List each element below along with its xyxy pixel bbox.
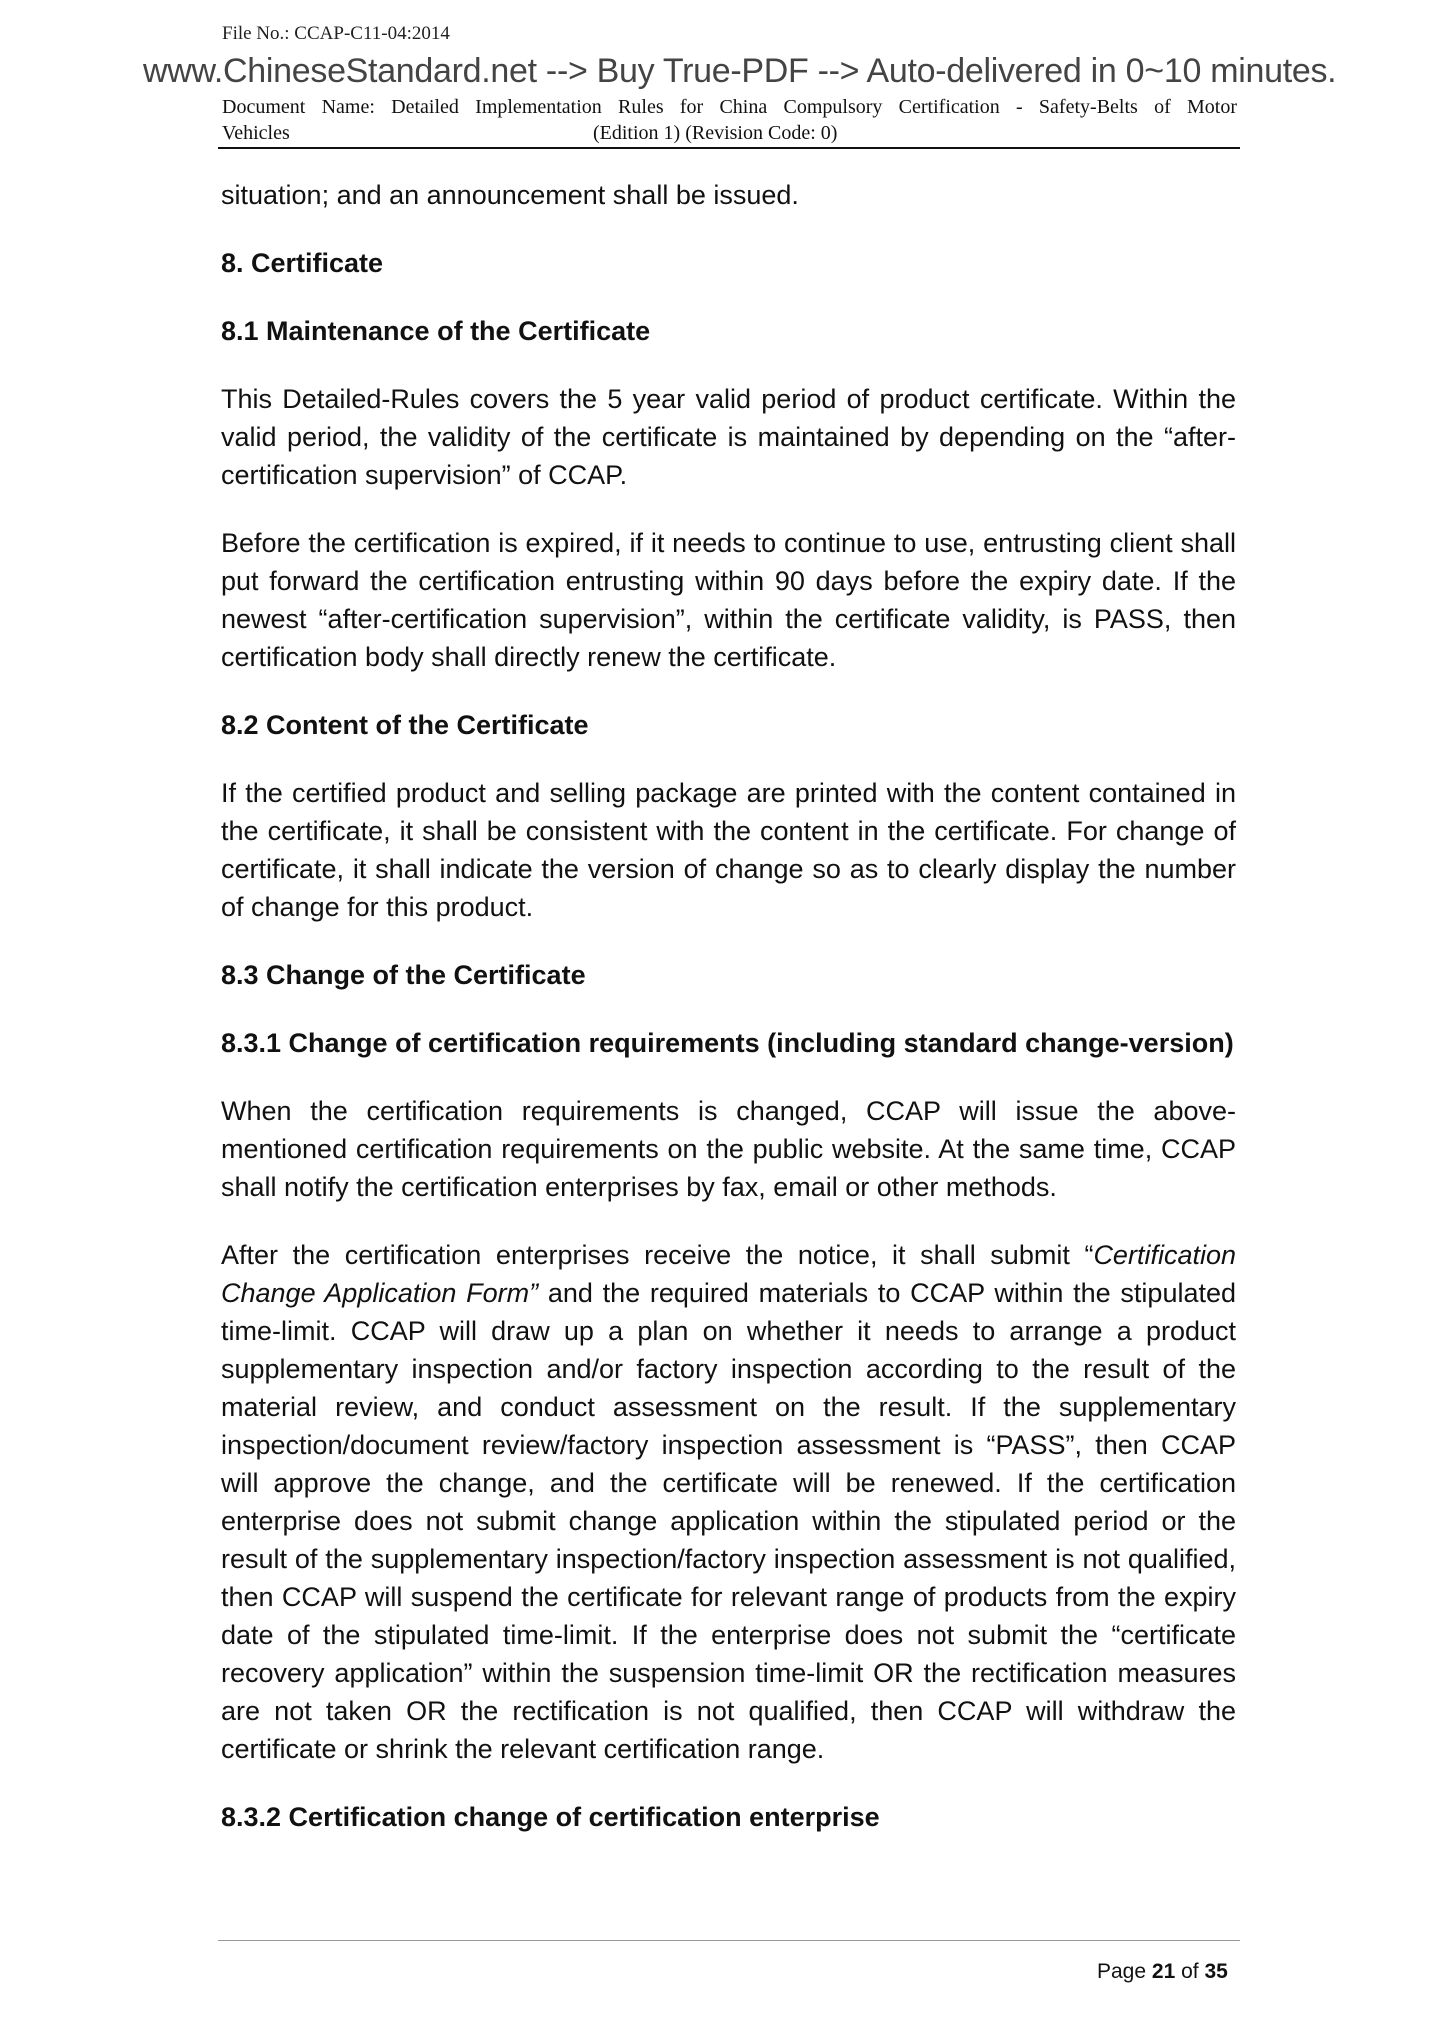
section-heading: 8.1 Maintenance of the Certificate	[221, 316, 651, 346]
of-label: of	[1175, 1960, 1205, 1983]
document-name: Document Name: Detailed Implementation Rules for China Compulsory Certification - Safety-Belts of Motor	[222, 96, 1237, 118]
footer-rule	[218, 1940, 1240, 1941]
current-page: 21	[1151, 1960, 1176, 1983]
file-number: File No.: CCAP-C11-04:2014	[222, 23, 450, 44]
section-heading: 8. Certificate	[221, 248, 384, 278]
paragraph: This Detailed-Rules covers the 5 year valid period of product certificate. Within the valid period, the validity of the certificate is maintained by depending on the “after-certification supervision” of CCAP.	[221, 384, 1236, 490]
paragraph: situation; and an announcement shall be issued.	[221, 180, 799, 210]
paragraph	[221, 1236, 1236, 1768]
paragraph: Before the certification is expired, if it needs to continue to use, entrusting client shall put forward the certification entrusting within 90 days before the expiry date. If the newest “after-certification supervision”, within the certificate validity, is PASS, then certification body shall directly renew the certificate.	[221, 528, 1236, 672]
document-header	[222, 94, 1237, 146]
paragraph: When the certification requirements is changed, CCAP will issue the above-mentioned certification requirements on the public website. At the same time, CCAP shall notify the certification enterprises by fax, email or other methods.	[221, 1096, 1236, 1202]
watermark-banner[interactable]: www.ChineseStandard.net --> Buy True-PDF --> Auto-delivered in 0~10 minutes.	[143, 52, 1337, 90]
section-heading: 8.3 Change of the Certificate	[221, 960, 586, 990]
page-label: Page	[1097, 1960, 1152, 1983]
section-heading: 8.2 Content of the Certificate	[221, 710, 589, 740]
text: After the certification enterprises receive the notice, it shall submit “	[221, 1240, 1094, 1270]
text: and the required materials to CCAP within the stipulated time-limit. CCAP will draw up a plan on whether it needs to arrange a product supplementary inspection and/or factory inspection according to the result of the material review, and conduct assessment on the result. If the supplementary inspection/document review/factory inspection assessment is “PASS”, then CCAP will approve the change, and the certificate will be renewed. If the certification enterprise does not submit change application within the stipulated period or the result of the supplementary inspection/factory inspection assessment is not qualified, then CCAP will suspend the certificate for relevant range of products from the expiry date of the stipulated time-limit. If the enterprise does not submit the “certificate recovery application” within the suspension time-limit OR the rectification measures are not taken OR the rectification is not qualified, then CCAP will withdraw the certificate or shrink the relevant certification range.	[221, 1278, 1237, 1764]
edition-info: (Edition 1) (Revision Code: 0)	[593, 122, 838, 144]
page-content	[221, 176, 1236, 1866]
section-heading: 8.3.2 Certification change of certification enterprise	[221, 1802, 880, 1832]
page-number	[1097, 1960, 1228, 1984]
form-name: Certification Change Application Form”	[221, 1240, 1236, 1308]
header-rule	[218, 147, 1240, 149]
document-name-cont: Vehicles	[222, 122, 290, 144]
paragraph: If the certified product and selling package are printed with the content contained in the certificate, it shall be consistent with the content in the certificate. For change of certificate, it shall indicate the version of change so as to clearly display the number of change for this product.	[221, 778, 1236, 922]
section-heading: 8.3.1 Change of certification requirements (including standard change-version)	[221, 1028, 1234, 1058]
total-pages: 35	[1204, 1960, 1228, 1983]
